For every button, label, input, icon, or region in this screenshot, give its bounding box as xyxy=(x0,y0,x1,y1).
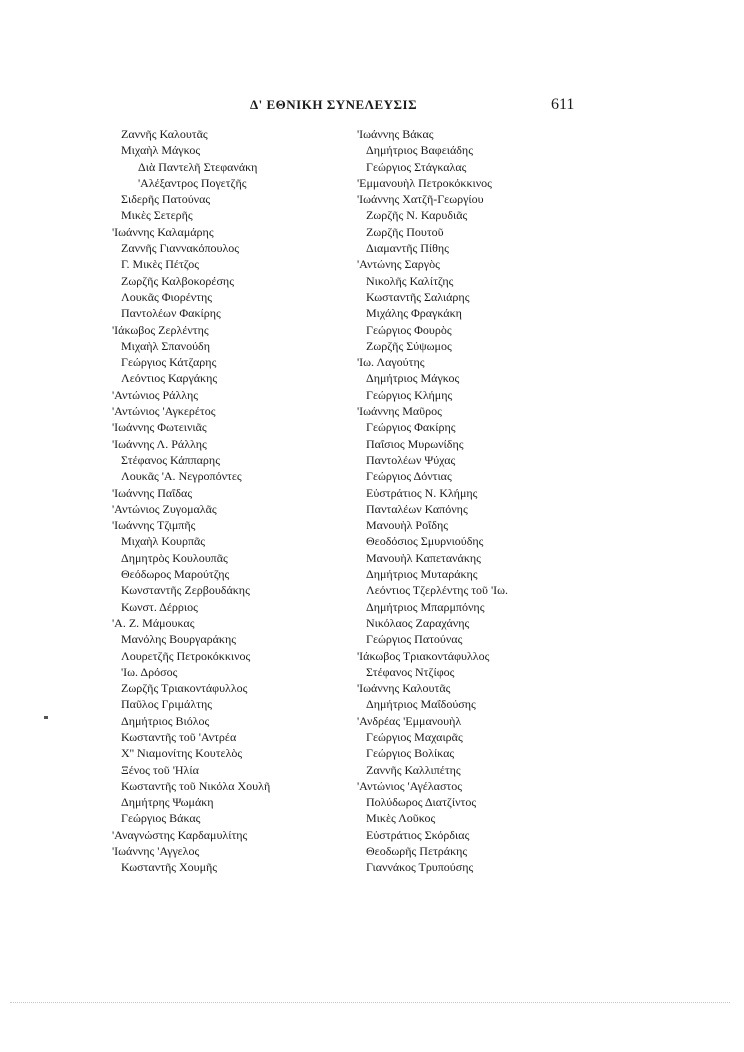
list-item: Στέφανος Ντζίφος xyxy=(366,664,455,679)
scan-footer-line xyxy=(10,1002,730,1003)
list-item: 'Ιωάννης Βάκας xyxy=(357,127,434,141)
page-number: 611 xyxy=(551,96,575,113)
list-item: 'Ιωάννης 'Αγγελος xyxy=(112,844,200,859)
list-item: Μικὲς Σετερῆς xyxy=(121,208,193,223)
list-item: 'Ιάκωβος Ζερλέντης xyxy=(112,322,209,337)
list-item: Λεόντιος Τζερλέντης τοῦ 'Ιω. xyxy=(366,583,509,598)
list-item: Ζωρζῆς Ν. Καρυδιᾶς xyxy=(366,208,468,223)
list-item: Γεώργιος Πατούνας xyxy=(366,632,463,647)
list-item: Γεώργιος Στάγκαλας xyxy=(366,159,467,174)
list-item: Παντολέων Ψύχας xyxy=(366,452,456,467)
list-item: Κωσταντῆς Χουμῆς xyxy=(121,860,218,875)
list-item: Εὐστράτιος Σκόρδιας xyxy=(366,827,470,842)
list-item: Θεόδωρος Μαρούτζης xyxy=(121,567,230,582)
list-item: 'Αντώνης Σαργὸς xyxy=(357,257,440,272)
list-item: Γεώργιος Βολίκας xyxy=(366,746,455,761)
list-item: 'Ιωάννης Φωτεινιᾶς xyxy=(112,420,207,435)
list-item: Μιχαὴλ Σπανούδη xyxy=(121,338,210,353)
list-item: Δημητρὸς Κουλουπᾶς xyxy=(121,550,228,565)
list-item: 'Ιωάννης Λ. Ράλλης xyxy=(112,436,207,451)
margin-mark xyxy=(44,716,48,719)
list-item: Ζωρζῆς Τριακοντάφυλλος xyxy=(121,681,248,696)
list-item: Δημήτριος Μπαρμπόνης xyxy=(366,599,485,614)
list-item: Μανουὴλ Καπετανάκης xyxy=(366,550,481,565)
list-item: Ζαννῆς Γιαννακόπουλος xyxy=(121,241,240,256)
list-item: 'Ιω. Δρόσος xyxy=(121,664,178,679)
list-item: Ξένος τοῦ 'Ηλία xyxy=(121,762,199,777)
list-item: 'Ιωάννης Χατζῆ-Γεωργίου xyxy=(357,192,484,207)
name-list-left xyxy=(112,126,270,876)
list-item: Χ'' Νιαμονίτης Κουτελὸς xyxy=(121,746,243,761)
list-item: 'Αντώνιος Ζυγομαλᾶς xyxy=(112,501,217,516)
list-item: 'Εμμανουὴλ Πετροκόκκινος xyxy=(357,175,492,190)
list-item: Σιδερῆς Πατούνας xyxy=(121,192,211,207)
list-item: Εὐστράτιος Ν. Κλήμης xyxy=(366,485,478,500)
list-item: Λουρετζῆς Πετροκόκκινος xyxy=(121,648,251,663)
list-item: Δημήτριος Μυταράκης xyxy=(366,567,478,582)
list-item: Διὰ Παντελῆ Στεφανάκη xyxy=(138,159,258,174)
list-item: Παντολέων Φακίρης xyxy=(121,306,221,321)
list-item: Γεώργιος Φακίρης xyxy=(366,420,456,435)
list-item: Δημήτριος Βαφειάδης xyxy=(366,143,473,158)
list-item: Μιχαὴλ Κουρπᾶς xyxy=(121,534,206,549)
list-item: Κωνστ. Δέρριος xyxy=(121,599,198,614)
list-item: Παΐσιος Μυρωνίδης xyxy=(366,436,464,451)
list-item: Θεοδωρῆς Πετράκης xyxy=(366,844,468,859)
list-item: Κωσταντῆς τοῦ 'Αντρέα xyxy=(121,729,237,744)
list-item: Λουκᾶς 'Α. Νεγροπόντες xyxy=(121,469,242,484)
list-item: Γεώργιος Φουρὸς xyxy=(366,322,452,337)
list-item: Μανουὴλ Ροΐδης xyxy=(366,518,449,533)
list-item: Παῦλος Γριμάλτης xyxy=(121,697,213,712)
list-item: 'Αντώνιος 'Αγέλαστος xyxy=(357,778,462,793)
running-header: Δ' ΕΘΝΙΚΗ ΣΥΝΕΛΕΥΣΙΣ xyxy=(250,97,418,112)
list-item: Γεώργιος Βάκας xyxy=(121,811,201,826)
list-item: Νικόλαος Ζαραχάνης xyxy=(366,615,470,630)
list-item: Λεόντιος Καργάκης xyxy=(121,371,218,386)
list-item: Μανόλης Βουργαράκης xyxy=(121,632,236,647)
list-item: 'Ιωάννης Καλουτᾶς xyxy=(357,681,451,696)
list-item: Πανταλέων Καπόνης xyxy=(366,501,468,516)
list-item: Γ. Μικὲς Πέτζος xyxy=(121,257,200,272)
name-list-right xyxy=(357,126,508,876)
list-item: Ζωρζῆς Καλβοκορέσης xyxy=(121,273,234,288)
list-item: 'Ανδρέας 'Εμμανουὴλ xyxy=(357,713,462,728)
list-item: 'Ιωάννης Μαῦρος xyxy=(357,404,442,419)
list-item: 'Αντώνιος Ράλλης xyxy=(112,387,199,402)
list-item: Διαμαντῆς Πίθης xyxy=(366,241,449,256)
list-item: Δημήτριος Μαΐδούσης xyxy=(366,697,476,712)
list-item: 'Αλέξαντρος Πογετζῆς xyxy=(138,175,247,190)
list-item: 'Α. Ζ. Μάμουκας xyxy=(112,615,195,630)
list-item: 'Αντώνιος 'Αγκερέτος xyxy=(112,404,216,419)
list-item: Λουκᾶς Φιορέντης xyxy=(121,289,213,304)
list-item: 'Ιωάννης Παΐδας xyxy=(112,485,193,500)
list-item: Μιχαὴλ Μάγκος xyxy=(121,143,201,158)
list-item: 'Ιωάννης Τζιμπῆς xyxy=(112,518,196,533)
list-item: Μικὲς Λοῦκος xyxy=(366,811,436,826)
list-item: Γεώργιος Κλήμης xyxy=(366,387,453,402)
list-item: Μιχάλης Φραγκάκη xyxy=(366,306,462,321)
list-item: Θεοδόσιος Σμυρνιούδης xyxy=(366,534,484,549)
list-item: Ζωρζῆς Σύψωμος xyxy=(366,338,452,353)
list-item: Γεώργιος Κάτζαρης xyxy=(121,355,217,370)
list-item: Πολύδωρος Διατζίντος xyxy=(366,795,477,810)
list-item: Γεώργιος Δόντιας xyxy=(366,469,452,484)
list-item: Γεώργιος Μαχαιρᾶς xyxy=(366,729,463,744)
list-item: Ζαννῆς Καλλιπέτης xyxy=(366,762,461,777)
list-item: 'Ιωάννης Καλαμάρης xyxy=(112,224,214,239)
list-item: Ζαννῆς Καλουτᾶς xyxy=(121,127,208,141)
list-item: 'Ιάκωβος Τριακοντάφυλλος xyxy=(357,648,490,663)
list-item: 'Ιω. Λαγούτης xyxy=(357,355,425,370)
list-item: Κωσταντῆς Σαλιάρης xyxy=(366,289,470,304)
list-item: Δημήτριος Μάγκος xyxy=(366,371,460,386)
list-item: Νικολῆς Καλίτζης xyxy=(366,273,454,288)
list-item: Ζωρζῆς Πουτοῦ xyxy=(366,224,444,239)
list-item: Δημήτριος Βιόλος xyxy=(121,713,210,728)
list-item: Κωνσταντῆς Ζερβουδάκης xyxy=(121,583,250,598)
list-item: Κωσταντῆς τοῦ Νικόλα Χουλῆ xyxy=(121,778,271,793)
list-item: Δημήτρης Ψωμάκη xyxy=(121,795,214,810)
list-item: 'Αναγνώστης Καρδαμυλίτης xyxy=(112,827,248,842)
list-item: Γιαννάκος Τρυπούσης xyxy=(366,860,474,875)
list-item: Στέφανος Κάππαρης xyxy=(121,452,220,467)
